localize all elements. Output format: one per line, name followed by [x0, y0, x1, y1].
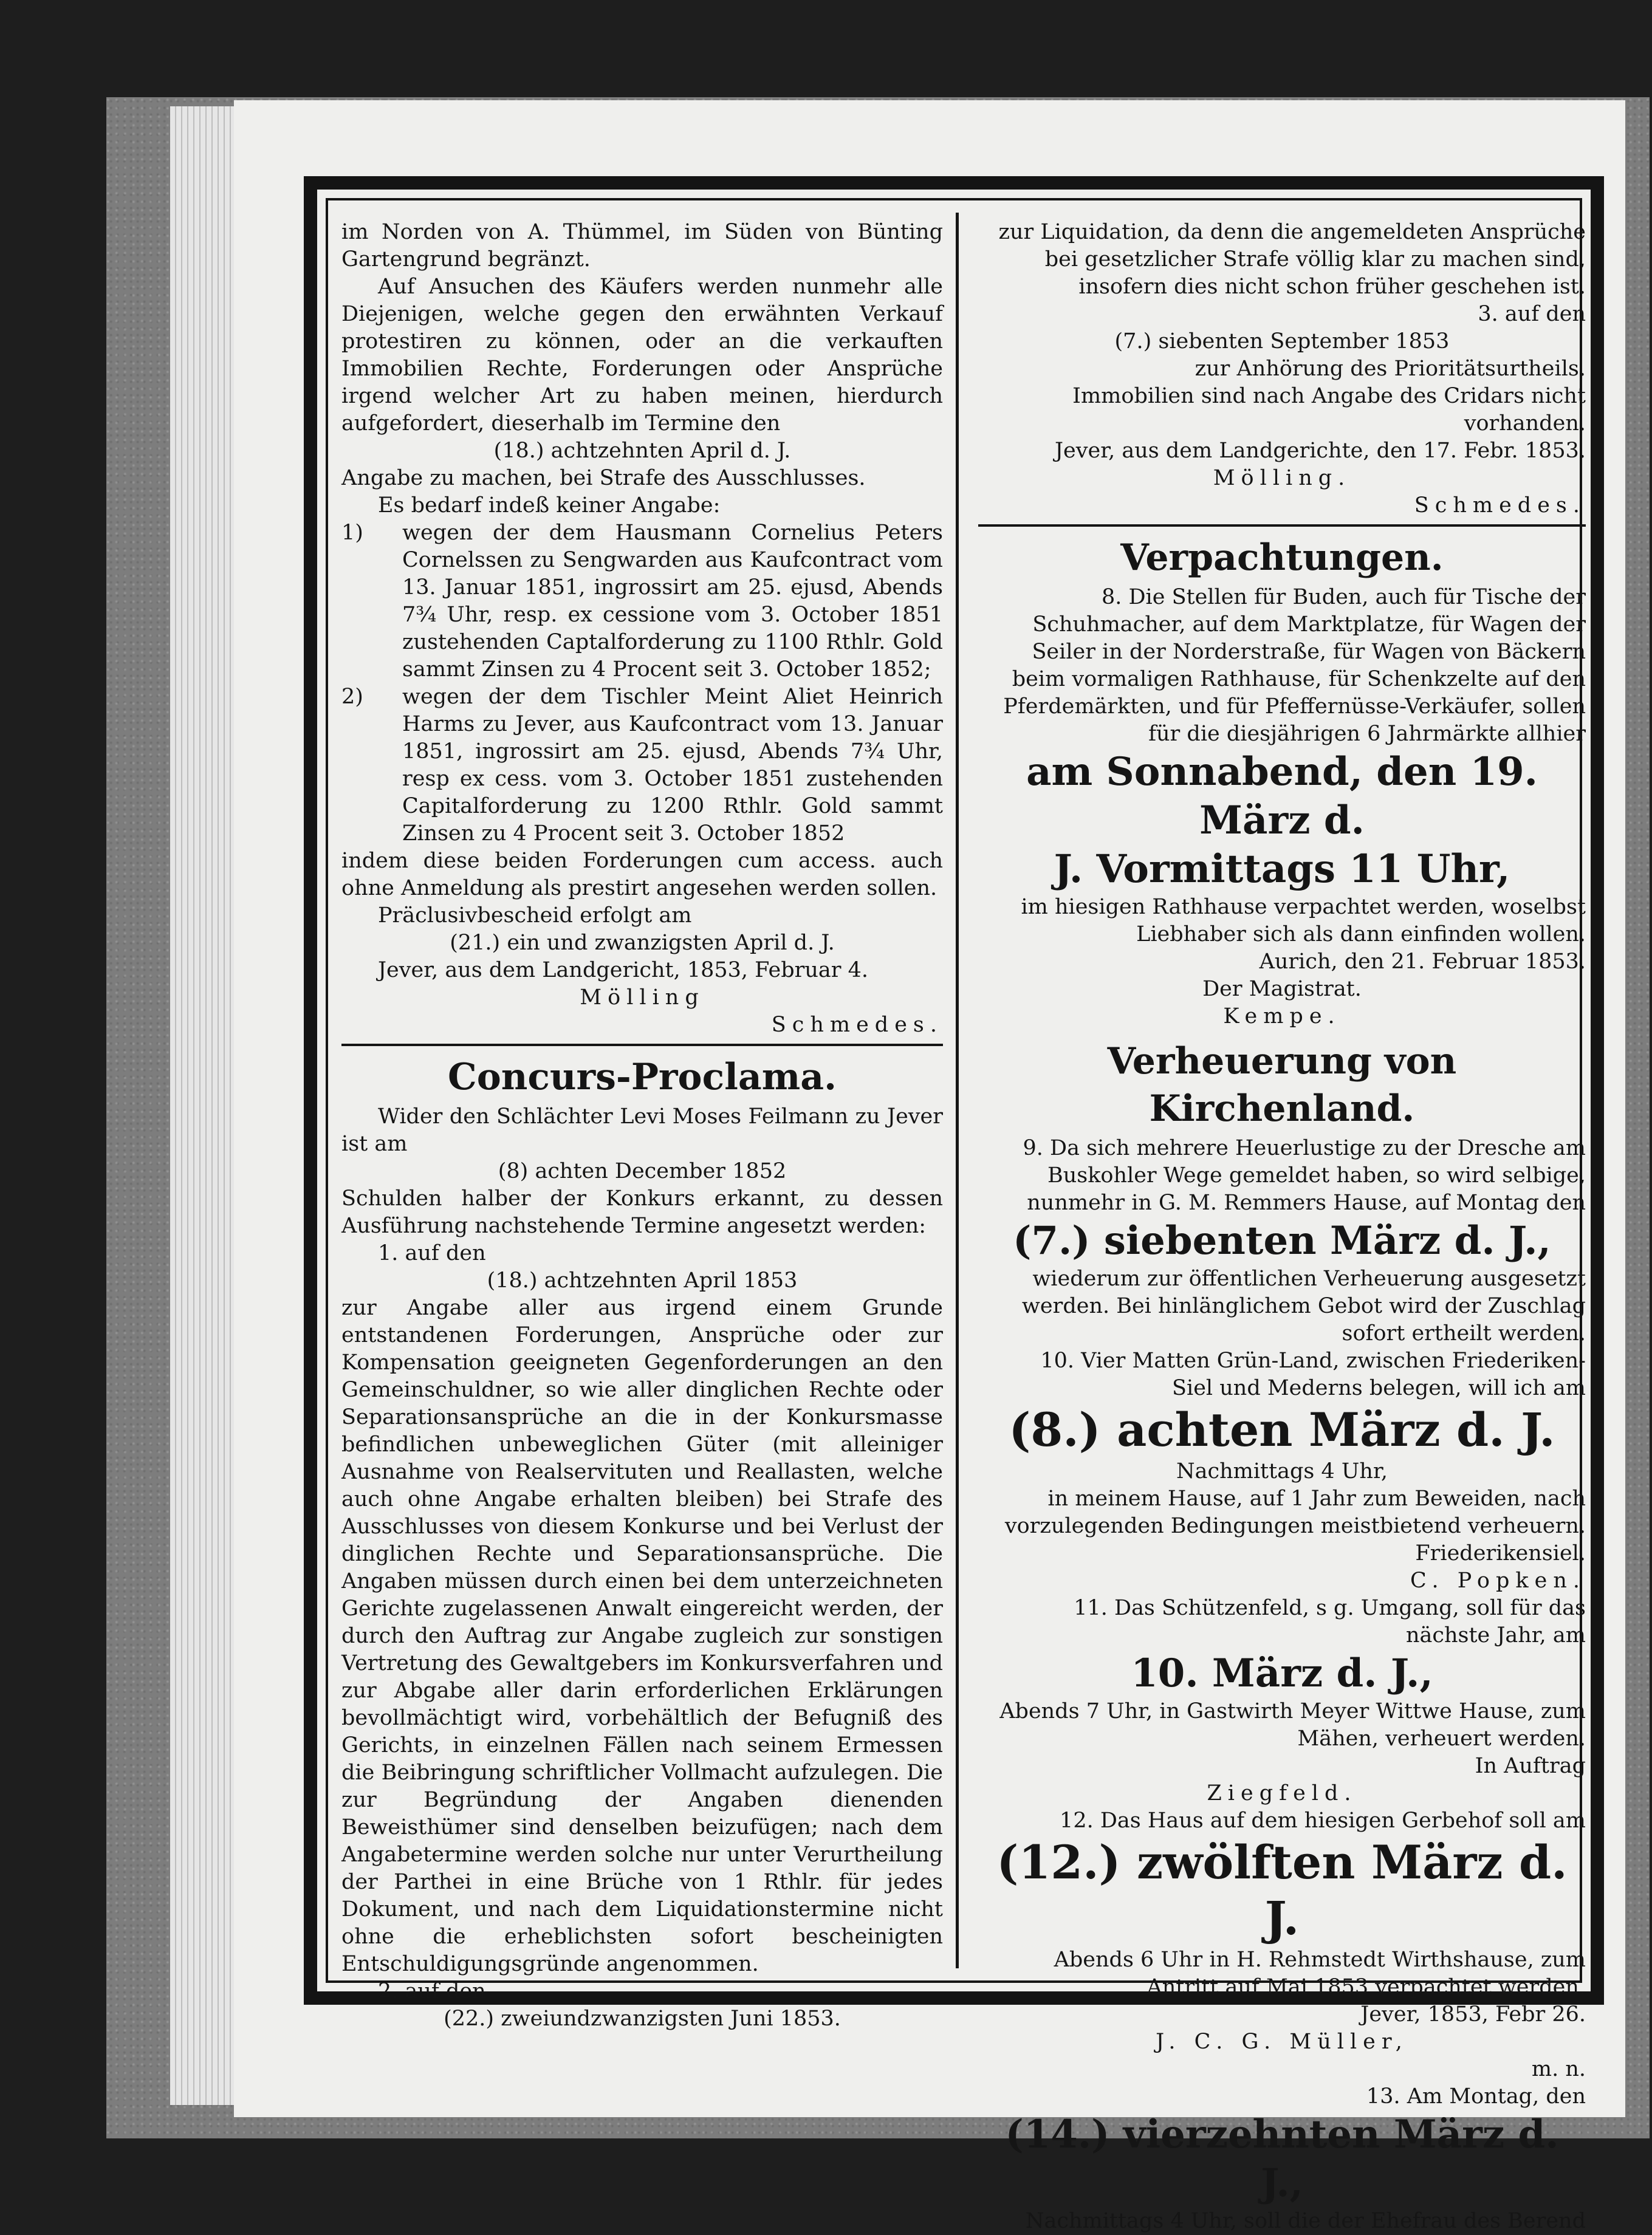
claim-number: 2) — [341, 685, 363, 709]
inner-frame — [326, 198, 1586, 2233]
right-paragraph: 12. Das Haus auf dem hiesigen Gerbehof soll am — [1060, 1809, 1586, 1833]
right-paragraph: Abends 6 Uhr in H. Rehmstedt Wirthshause, zum Antritt auf Mai 1853 verpachtet werden. — [1054, 1948, 1586, 1999]
right-paragraph: Aurich, den 21. Februar 1853. — [1259, 950, 1586, 974]
right-paragraph: Friederikensiel. — [1415, 1541, 1586, 1566]
right-paragraph: zur Anhörung des Prioritätsurtheils. — [1194, 357, 1586, 381]
left-paragraph: Auf Ansuchen des Käufers werden nunmehr alle Diejenigen, welche gegen den erwähnten Verkauf protestiren zu können, oder an die verkauften Immobilien Rechte, Forderungen oder Ansprüche irgend welcher Art zu haben meinen, hierdurch aufgefordert, dieserhalb im Termine den — [341, 275, 943, 436]
left-column — [341, 219, 943, 2033]
right-paragraph: wiederum zur öffentlichen Verheuerung ausgesetzt werden. Bei hinlänglichem Gebot wird der Zuschlag sofort ertheilt werden. — [1021, 1267, 1586, 1346]
right-paragraph: 8. Die Stellen für Buden, auch für Tische der Schuhmacher, auf dem Marktplatze, für Wagen der Seiler in der Norderstraße, für Wagen von Bäckern beim vormaligen Rathhause, für Schenkzelte auf den Pferdemärkten, und für Pfeffernüsse-Verkäufer, sollen für die diesjährigen 6 Jahrmärkte allhier — [1003, 585, 1586, 746]
left-paragraph: im Norden von A. Thümmel, im Süden von Bünting Gartengrund begränzt. — [341, 220, 943, 272]
left-paragraph: Präclusivbescheid erfolgt am — [378, 903, 692, 928]
notice-date-large: (7.) siebenten März d. J., — [1013, 1218, 1551, 1264]
section-rule — [341, 1044, 943, 1046]
left-paragraph: Jever, aus dem Landgericht, 1853, Februar 4. — [378, 958, 869, 982]
right-paragraph: Jever, 1853, Febr 26. — [1360, 2002, 1586, 2027]
notice-date-large: (14.) vierzehnten März d. J., — [1005, 2112, 1559, 2206]
signature: m. n. — [1531, 2057, 1586, 2081]
left-date: (21.) ein und zwanzigsten April d. J. — [450, 931, 835, 955]
signature: Schmedes. — [771, 1013, 943, 1037]
left-paragraph: 2. auf den — [378, 1979, 486, 2004]
right-paragraph: 13. Am Montag, den — [1366, 2084, 1586, 2109]
right-paragraph: zur Liquidation, da denn die angemeldeten Ansprüche bei gesetzlicher Strafe völlig klar zu machen sind, insofern dies nicht schon früher geschehen ist. — [998, 220, 1586, 299]
notice-date-large: (8.) achten März d. J. — [1009, 1403, 1555, 1457]
right-paragraph: Nachmittags 4 Uhr, — [1176, 1459, 1388, 1484]
claim-item — [341, 683, 943, 847]
left-date: (22.) zweiundzwanzigsten Juni 1853. — [444, 2007, 841, 2031]
section-heading: Verpachtungen. — [1120, 536, 1444, 579]
signature: Kempe. — [1223, 1004, 1341, 1029]
left-date: (18.) achtzehnten April d. J. — [493, 439, 791, 463]
page-edges — [170, 106, 243, 2105]
signature: Mölling. — [1213, 466, 1351, 490]
right-paragraph: 11. Das Schützenfeld, s g. Umgang, soll für das nächste Jahr, am — [1074, 1596, 1586, 1648]
right-paragraph: Der Magistrat. — [1202, 977, 1362, 1001]
signature: C. Popken. — [1410, 1569, 1586, 1593]
claim-item — [341, 519, 943, 683]
claim-number: 1) — [341, 521, 363, 545]
right-column — [978, 219, 1586, 2235]
column-divider — [956, 213, 959, 1968]
right-paragraph: Abends 7 Uhr, in Gastwirth Meyer Wittwe Hause, zum Mähen, verheuert werden. — [999, 1699, 1586, 1751]
left-paragraph: indem diese beiden Forderungen cum access. auch ohne Anmeldung als prestirt angesehen werden sollen. — [341, 849, 943, 900]
right-date: (7.) siebenten September 1853 — [1114, 329, 1450, 354]
signature: Ziegfeld. — [1207, 1781, 1357, 1805]
section-heading: Verheuerung von Kirchenland. — [1107, 1040, 1457, 1130]
right-paragraph: 10. Vier Matten Grün-Land, zwischen Friederiken-Siel und Mederns belegen, will ich am — [1040, 1349, 1586, 1400]
right-paragraph: 9. Da sich mehrere Heuerlustige zu der Dresche am Buskohler Wege gemeldet haben, so wird selbige, nunmehr in G. M. Remmers Hause, auf Montag den — [1023, 1136, 1586, 1215]
notice-date-large: J. Vormittags 11 Uhr, — [1054, 846, 1510, 892]
notice-date-large: 10. März d. J., — [1131, 1651, 1433, 1696]
claim-text: wegen der dem Tischler Meint Aliet Heinrich Harms zu Jever, aus Kaufcontract vom 13. Januar 1851, ingrossirt am 25. ejusd, Abends 7¾ Uhr, resp ex cess. vom 3. October 1851 zustehenden Capitalforderung zu 1200 Rthlr. Gold sammt Zinsen zu 4 Procent seit 3. October 1852 — [402, 685, 943, 846]
page-border-frame — [304, 176, 1604, 2233]
section-rule — [978, 524, 1586, 527]
notice-date-large: am Sonnabend, den 19. März d. — [1026, 749, 1538, 843]
right-paragraph: Jever, aus dem Landgerichte, den 17. Febr. 1853. — [1055, 439, 1586, 463]
left-paragraph: Angabe zu machen, bei Strafe des Ausschlusses. — [341, 466, 866, 490]
left-date: (18.) achtzehnten April 1853 — [487, 1268, 798, 1293]
signature: Schmedes. — [1414, 493, 1586, 518]
signature: Mölling — [580, 985, 705, 1010]
left-paragraph: zur Angabe aller aus irgend einem Grunde entstandenen Forderungen, Ansprüche oder zur Kompensation geeigneten Gegenforderungen an den Gemeinschuldner, so wie aller dinglichen Rechte oder Separationsansprüche an die in der Konkursmasse befindlichen unbeweglichen Güter (mit alleiniger Ausnahme von Realservituten und Reallasten, welche auch ohne Angabe erhalten bleiben) bei Strafe des Ausschlusses von diesem Konkurse und bei Verlust der dinglichen Rechte und Separationsansprüche. Die Angaben müssen durch einen bei dem unterzeichneten Gerichte zugelassenen Anwalt eingereicht werden, der durch den Auftrag zur Angabe zugleich zur sonstigen Vertretung des Gewaltgebers im Konkursverfahren und zur Abgabe aller darin erforderlichen Erklärungen bevollmächtigt wird, vorbehältlich der Befugniß des Gerichts, in einzelnen Fällen nach seinem Ermessen die Beibringung schriftlicher Vollmacht aufzulegen. Die zur Begründung der Angaben dienenden Beweisthümer sind denselben beizufügen; nach dem Angabetermine werden solche nur unter Verurtheilung der Parthei in eine Brüche von 1 Rthlr. für jedes Dokument, und nach dem Liquidationstermine nicht ohne die erheblichsten sofort bescheinigten Entschuldigungsgründe angenommen. — [341, 1296, 943, 1976]
right-paragraph: In Auftrag — [1475, 1754, 1586, 1778]
left-paragraph: Schulden halber der Konkurs erkannt, zu dessen Ausführung nachstehende Termine angesetzt werden: — [341, 1186, 943, 1238]
right-paragraph: in meinem Hause, auf 1 Jahr zum Beweiden, nach vorzulegenden Bedingungen meistbietend verheuern. — [1004, 1487, 1586, 1538]
left-paragraph: Wider den Schlächter Levi Moses Feilmann zu Jever ist am — [341, 1104, 943, 1156]
right-paragraph: Nachmittags 4 Uhr, soll die der Ehefrau des Berend — [1025, 2209, 1586, 2233]
section-heading: Concurs-Proclama. — [447, 1056, 837, 1098]
notice-date-large: (12.) zwölften März d. J. — [996, 1835, 1568, 1945]
left-date: (8) achten December 1852 — [498, 1159, 787, 1183]
claim-text: wegen der dem Hausmann Cornelius Peters Cornelssen zu Sengwarden aus Kaufcontract vom 13. Januar 1851, ingrossirt am 25. ejusd, Abends 7¾ Uhr, resp. ex cessione vom 3. October 1851 zustehenden Captalforderung zu 1100 Rthlr. Gold sammt Zinsen zu 4 Procent seit 3. October 1852; — [402, 521, 943, 682]
right-paragraph: Immobilien sind nach Angabe des Cridars nicht vorhanden. — [1072, 384, 1586, 436]
right-paragraph: 3. auf den — [1478, 302, 1586, 326]
left-paragraph: 1. auf den — [378, 1241, 486, 1265]
left-paragraph: Es bedarf indeß keiner Angabe: — [378, 493, 721, 518]
right-paragraph: im hiesigen Rathhause verpachtet werden, woselbst Liebhaber sich als dann einfinden wollen. — [1021, 895, 1586, 946]
signature: J. C. G. Müller, — [1156, 2030, 1408, 2054]
